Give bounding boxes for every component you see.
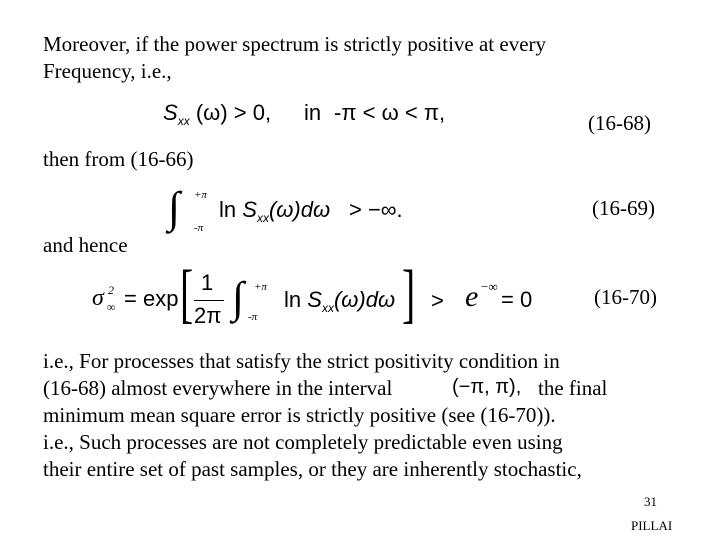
eq70-fraction-numerator: 1 [201, 270, 214, 295]
eq68-S-subscript: xx [177, 114, 190, 128]
eq70-greater-than: > [431, 288, 444, 313]
eq68-S: S [163, 100, 178, 125]
eq69-upper-limit: +π [194, 189, 207, 201]
paragraph-2-line-3: minimum mean square error is strictly positive (see (16-70)). [43, 403, 556, 427]
page-number: 31 [644, 494, 657, 509]
eq69-relation: > −∞. [349, 197, 403, 222]
paragraph-1-line-1: Moreover, if the power spectrum is strictly positive at every [43, 32, 547, 56]
eq70-sigma-superscript: 2 [108, 283, 114, 297]
eq70-sigma-subscript: ∞ [107, 300, 116, 314]
eq70-lower-limit: -π [248, 311, 258, 323]
eq69-integral-sign: ∫ [168, 183, 181, 232]
paragraph-2-line-2b: the final [538, 376, 608, 400]
eq70-equals-zero: = 0 [501, 287, 533, 312]
eq70-left-bracket: [ [180, 257, 194, 330]
paragraph-1-line-2: Frequency, i.e., [43, 59, 172, 83]
eq70-S: S [307, 287, 322, 312]
eq70-right-bracket: ] [402, 257, 416, 330]
eq69-S-subscript: xx [256, 211, 269, 225]
eq70-number: (16-70) [594, 285, 657, 309]
eq70-ln: ln [284, 287, 302, 312]
eq70-e: e [465, 280, 479, 313]
eq69-lower-limit: -π [194, 222, 204, 234]
interval-expression: (−π, π), [452, 376, 522, 398]
eq70-upper-limit: +π [254, 281, 267, 293]
text-then-from: then from (16-66) [43, 147, 194, 171]
eq68-range: -π < ω < π, [334, 100, 446, 125]
eq70-S-subscript: xx [321, 301, 334, 315]
paragraph-2-line-1: i.e., For processes that satisfy the strict positivity condition in [43, 349, 560, 373]
eq70-integral-sign: ∫ [232, 273, 245, 322]
eq69-integrand-rest: (ω)dω [268, 197, 331, 222]
eq70-equals-exp: = exp [124, 286, 179, 311]
paragraph-2-line-5: their entire set of past samples, or they are inherently stochastic, [43, 457, 582, 481]
eq68-in: in [304, 100, 322, 125]
eq69-S: S [242, 197, 257, 222]
paragraph-2-line-2a: (16-68) almost everywhere in the interval [43, 376, 393, 400]
eq69-number: (16-69) [592, 196, 655, 220]
paragraph-2-line-4: i.e., Such processes are not completely predictable even using [43, 430, 563, 454]
eq70-integrand-rest: (ω)dω [333, 287, 396, 312]
eq69-ln: ln [219, 197, 237, 222]
eq70-e-superscript: −∞ [481, 279, 498, 294]
eq70-fraction-denominator: 2π [194, 303, 222, 328]
author-label: PILLAI [631, 518, 673, 533]
eq68-number: (16-68) [588, 111, 651, 135]
eq70-fraction-bar [194, 300, 224, 301]
eq70-sigma: σ [92, 285, 104, 311]
text-and-hence: and hence [43, 233, 128, 257]
eq68-argument: (ω) > 0, [195, 100, 272, 125]
